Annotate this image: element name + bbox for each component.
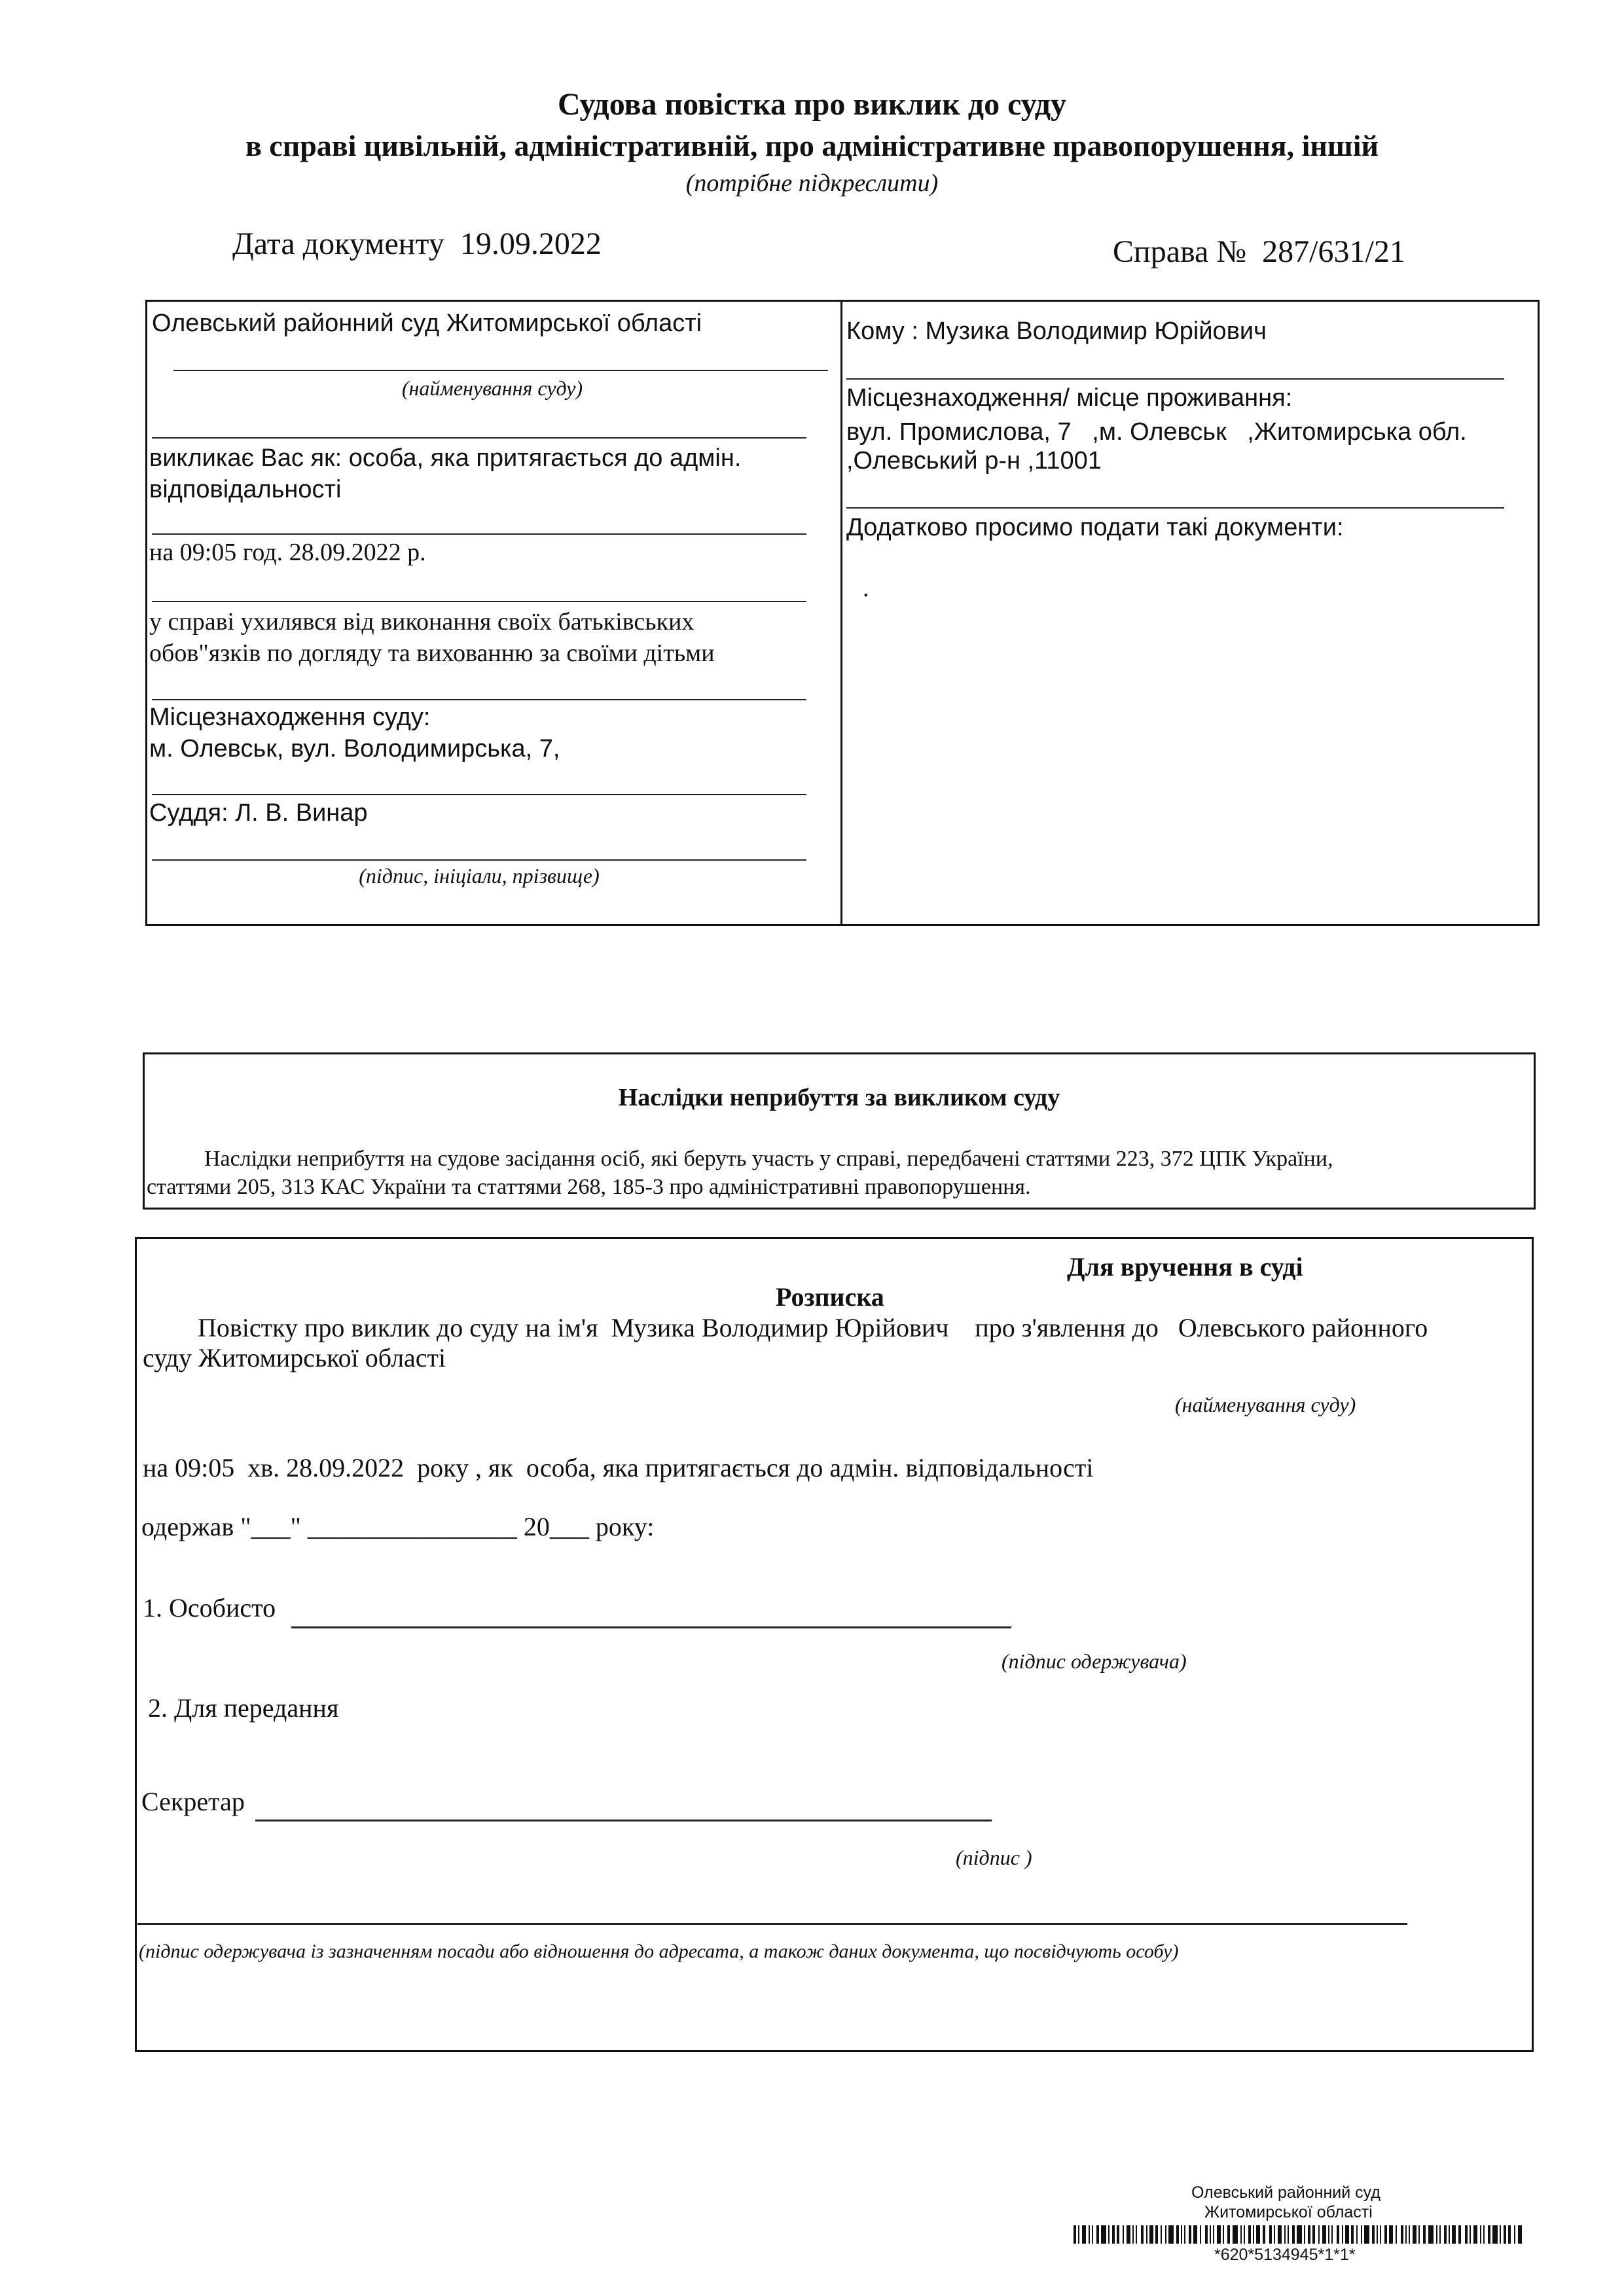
barcode-bar [1328,2225,1329,2244]
separator-line [152,794,806,795]
secretary-label: Секретар [141,1787,245,1816]
barcode-bar [1413,2225,1416,2244]
barcode-bar [1297,2225,1302,2244]
barcode-bar [1361,2225,1362,2244]
barcode-bar [1253,2225,1254,2244]
barcode-bar [1508,2225,1511,2244]
case-types-line: в справі цивільній, адміністративній, про адміністративне правопорушення, іншій [245,129,1379,162]
barcode-bar [1146,2225,1147,2244]
address-line-1: вул. Промислова, 7 ,м. Олевськ ,Житомирська обл. [846,418,1467,446]
barcode-bar [1405,2225,1407,2244]
barcode-bar [1356,2225,1358,2244]
barcode-bar [1514,2225,1515,2244]
barcode-bar [1092,2225,1093,2244]
barcode-bar [1263,2225,1265,2244]
barcode-bar [1181,2225,1182,2244]
court-location-value: м. Олевськ, вул. Володимирська, 7, [149,735,560,762]
barcode-bar [1458,2225,1461,2244]
barcode-bar [1256,2225,1260,2244]
barcode-bar [1096,2225,1099,2244]
document-date [232,226,602,262]
judge-signature-caption: (підпис, ініціали, прізвище) [359,864,600,888]
barcode-bar [1488,2225,1490,2244]
received-line: одержав "___" ________________ 20___ року: [141,1512,655,1541]
for-court-delivery: Для вручення в суді [1067,1252,1303,1282]
separator-line [152,601,806,602]
recipient-signature-caption: (підпис одержувача) [1001,1649,1187,1673]
barcode-bar [1439,2225,1441,2244]
hearing-datetime: на 09:05 год. 28.09.2022 р. [149,539,426,566]
barcode-bar [1210,2225,1211,2244]
barcode-bar [1318,2225,1320,2244]
barcode-bar [1176,2225,1179,2244]
barcode-bar [1161,2225,1162,2244]
barcode-bar [1480,2225,1481,2244]
document-date-label: Дата документу [232,226,444,261]
barcode-bar [1200,2225,1201,2244]
barcode-code: *620*5134945*1*1* [1214,2246,1356,2264]
signature-line [152,859,806,861]
barcode-bar [1492,2225,1498,2244]
barcode-bar [1518,2225,1522,2244]
barcode-bar [1132,2225,1134,2244]
barcode-bar [1123,2225,1124,2244]
barcode-bar [1449,2225,1450,2244]
barcode-bar [1193,2225,1197,2244]
barcode-bar [1244,2225,1245,2244]
barcode-bar [1418,2225,1420,2244]
secretary-signature-caption: (підпис ) [956,1846,1032,1869]
barcode-bar [1389,2225,1393,2244]
documents-label: Додатково просимо подати такі документи: [846,514,1344,541]
barcode-bar [1233,2225,1238,2244]
barcode-bar [1168,2225,1174,2244]
document-date-value: 19.09.2022 [460,226,602,261]
separator-line [152,533,806,535]
receipt-court-caption: (найменування суду) [1175,1393,1356,1416]
receipt-line-2: суду Житомирської області [143,1343,446,1372]
barcode-bar [1074,2225,1076,2244]
barcode-bar [1089,2225,1090,2244]
barcode-bar [1436,2225,1437,2244]
case-number-label: Справа № [1113,234,1247,269]
barcode-bar [1288,2225,1289,2244]
court-name: Олевський районний суд Житомирської області [152,310,702,337]
barcode-bar [1189,2225,1191,2244]
barcode-bar [1409,2225,1410,2244]
barcode-bar [1101,2225,1106,2244]
barcode-bar [1127,2225,1130,2244]
receipt-line-1: Повістку про виклик до суду на ім'я Музика Володимир Юрійович про з'явлення до Олевського районного [198,1313,1428,1342]
barcode-bar [1401,2225,1403,2244]
consequences-text-line-1: Наслідки неприбуття на судове засідання осіб, які беруть участь у справі, передбачені статтями 223, 372 ЦПК України, [204,1147,1333,1171]
recipient-details-line [137,1923,1407,1925]
barcode-bar [1205,2225,1208,2244]
barcode-bar [1223,2225,1224,2244]
barcode-bar [1396,2225,1397,2244]
barcode [1074,2225,1525,2244]
stamp-court-name: Олевський районний суд [1191,2183,1380,2202]
barcode-bar [1377,2225,1378,2244]
case-number-value: 287/631/21 [1262,234,1405,269]
barcode-bar [1337,2225,1339,2244]
personally-signature-line [291,1626,1011,1628]
barcode-bar [1248,2225,1251,2244]
address-line-2: ,Олевський р-н ,11001 [846,447,1102,475]
barcode-bar [1308,2225,1310,2244]
barcode-bar [1108,2225,1110,2244]
consequences-title: Наслідки неприбуття за викликом суду [618,1084,1060,1111]
court-name-line [173,370,828,371]
judge: Суддя: Л. В. Винар [149,799,368,827]
barcode-bar [1165,2225,1166,2244]
summons-title: Судова повістка про виклик до суду [557,87,1067,122]
barcode-bar [1384,2225,1387,2244]
barcode-bar [1372,2225,1375,2244]
summons-as: викликає Вас як: особа, яка притягається до адмін. відповідальності [149,444,742,503]
barcode-bar [1284,2225,1286,2244]
case-number [1113,234,1405,270]
recipient-name: Кому : Музика Володимир Юрійович [846,317,1267,345]
stamp-region: Житомирської області [1204,2203,1373,2221]
barcode-bar [1345,2225,1349,2244]
barcode-bar [1364,2225,1369,2244]
barcode-bar [1292,2225,1295,2244]
barcode-bar [1452,2225,1456,2244]
barcode-bar [1312,2225,1315,2244]
barcode-bar [1269,2225,1272,2244]
barcode-bar [1500,2225,1501,2244]
barcode-bar [1342,2225,1343,2244]
barcode-bar [1504,2225,1506,2244]
secretary-signature-line [255,1820,992,1821]
barcode-bar [1213,2225,1214,2244]
barcode-bar [1444,2225,1447,2244]
barcode-bar [1112,2225,1115,2244]
underline-note: (потрібне підкреслити) [685,170,939,197]
receipt-title: Розписка [776,1282,884,1312]
case-subject: у справі ухилявся від виконання своїх батьківських обов"язків по догляду та вихованню за своїми дітьми [149,608,715,667]
barcode-bar [1227,2225,1230,2244]
barcode-bar [1136,2225,1137,2244]
personally-label: 1. Особисто [143,1593,276,1623]
barcode-bar [1278,2225,1282,2244]
barcode-bar [1473,2225,1477,2244]
barcode-bar [1155,2225,1158,2244]
barcode-bar [1322,2225,1326,2244]
recipient-details-caption: (підпис одержувача із зазначенням посади або відношення до адресата, а також даних документа, що посвідчують особу) [139,1941,1179,1962]
receipt-datetime: на 09:05 хв. 28.09.2022 року , як особа, яка притягається до адмін. відповідальності [143,1453,1094,1482]
separator-line [152,437,806,439]
documents-value: . [863,575,869,602]
address-label: Місцезнаходження/ місце проживання: [846,384,1293,412]
barcode-bar [1470,2225,1471,2244]
court-name-caption: (найменування суду) [401,376,583,400]
barcode-bar [1483,2225,1485,2244]
court-location-label: Місцезнаходження суду: [149,704,431,731]
barcode-bar [1078,2225,1079,2244]
barcode-bar [1149,2225,1153,2244]
separator-line [152,699,806,700]
barcode-bar [1423,2225,1426,2244]
barcode-bar [1184,2225,1185,2244]
barcode-bar [1274,2225,1275,2244]
barcode-bar [1240,2225,1242,2244]
barcode-bar [1428,2225,1434,2244]
barcode-bar [1141,2225,1144,2244]
consequences-text-line-2: статтями 205, 313 КАС України та статтями 268, 185-3 про адміністративні правопорушення. [147,1175,1031,1199]
barcode-bar [1117,2225,1119,2244]
barcode-bar [1217,2225,1221,2244]
column-divider [840,300,842,926]
barcode-bar [1082,2225,1086,2244]
barcode-bar [1331,2225,1333,2244]
separator-line [846,507,1504,509]
for-transfer-label: 2. Для передання [148,1693,339,1723]
barcode-bar [1351,2225,1354,2244]
barcode-bar [1380,2225,1381,2244]
barcode-bar [1304,2225,1305,2244]
barcode-bar [1465,2225,1468,2244]
separator-line [846,378,1504,380]
